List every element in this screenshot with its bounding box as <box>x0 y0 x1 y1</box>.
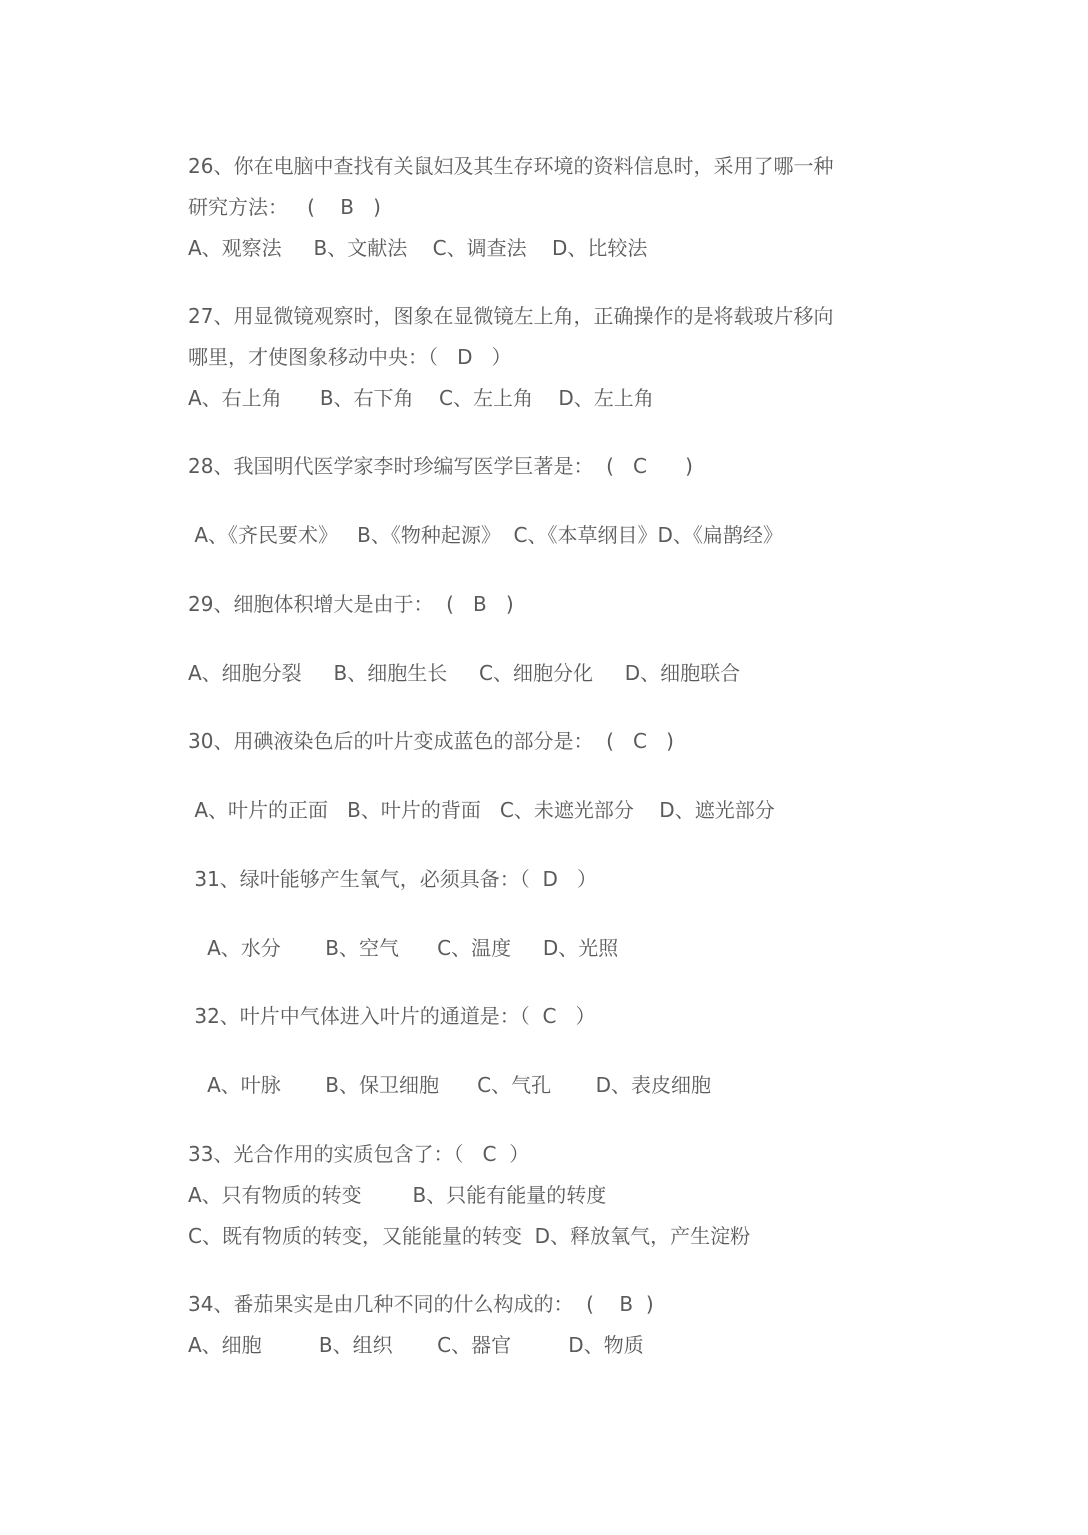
question-28-options: A、《齐民要术》 B、《物种起源》 C、《本草纲目》D、《扁鹊经》 <box>188 523 783 547</box>
question-33-line-1: 33、光合作用的实质包含了：（ C ） <box>188 1142 530 1166</box>
question-26-options: A、观察法 B、文献法 C、调查法 D、比较法 <box>188 236 648 260</box>
question-26-line-2: 研究方法： ( B ) <box>188 195 381 219</box>
question-30-options: A、叶片的正面 B、叶片的背面 C、未遮光部分 D、遮光部分 <box>188 798 775 822</box>
question-32-options: A、叶脉 B、保卫细胞 C、气孔 D、表皮细胞 <box>188 1073 711 1097</box>
question-26-line-1: 26、你在电脑中查找有关鼠妇及其生存环境的资料信息时，采用了哪一种 <box>188 154 834 178</box>
question-33-options-2: C、既有物质的转变，又能能量的转变 D、释放氧气，产生淀粉 <box>188 1224 751 1248</box>
question-27-line-1: 27、用显微镜观察时，图象在显微镜左上角，正确操作的是将载玻片移向 <box>188 304 834 328</box>
question-31-line-1: 31、绿叶能够产生氧气，必须具备：（ D ） <box>188 867 597 891</box>
question-29-line-1: 29、细胞体积增大是由于： ( B ) <box>188 592 514 616</box>
question-27-options: A、右上角 B、右下角 C、左上角 D、左上角 <box>188 386 654 410</box>
question-34-options: A、细胞 B、组织 C、器官 D、物质 <box>188 1333 644 1357</box>
question-30-line-1: 30、用碘液染色后的叶片变成蓝色的部分是： ( C ) <box>188 729 674 753</box>
question-33-options-1: A、只有物质的转变 B、只能有能量的转度 <box>188 1183 607 1207</box>
question-34-line-1: 34、番茄果实是由几种不同的什么构成的： ( B ) <box>188 1292 654 1316</box>
question-27-line-2: 哪里，才使图象移动中央：（ D ） <box>188 345 512 369</box>
question-32-line-1: 32、叶片中气体进入叶片的通道是：（ C ） <box>188 1004 596 1028</box>
question-29-options: A、细胞分裂 B、细胞生长 C、细胞分化 D、细胞联合 <box>188 661 741 685</box>
question-28-line-1: 28、我国明代医学家李时珍编写医学巨著是： ( C ) <box>188 454 693 478</box>
question-31-options: A、水分 B、空气 C、温度 D、光照 <box>188 936 619 960</box>
